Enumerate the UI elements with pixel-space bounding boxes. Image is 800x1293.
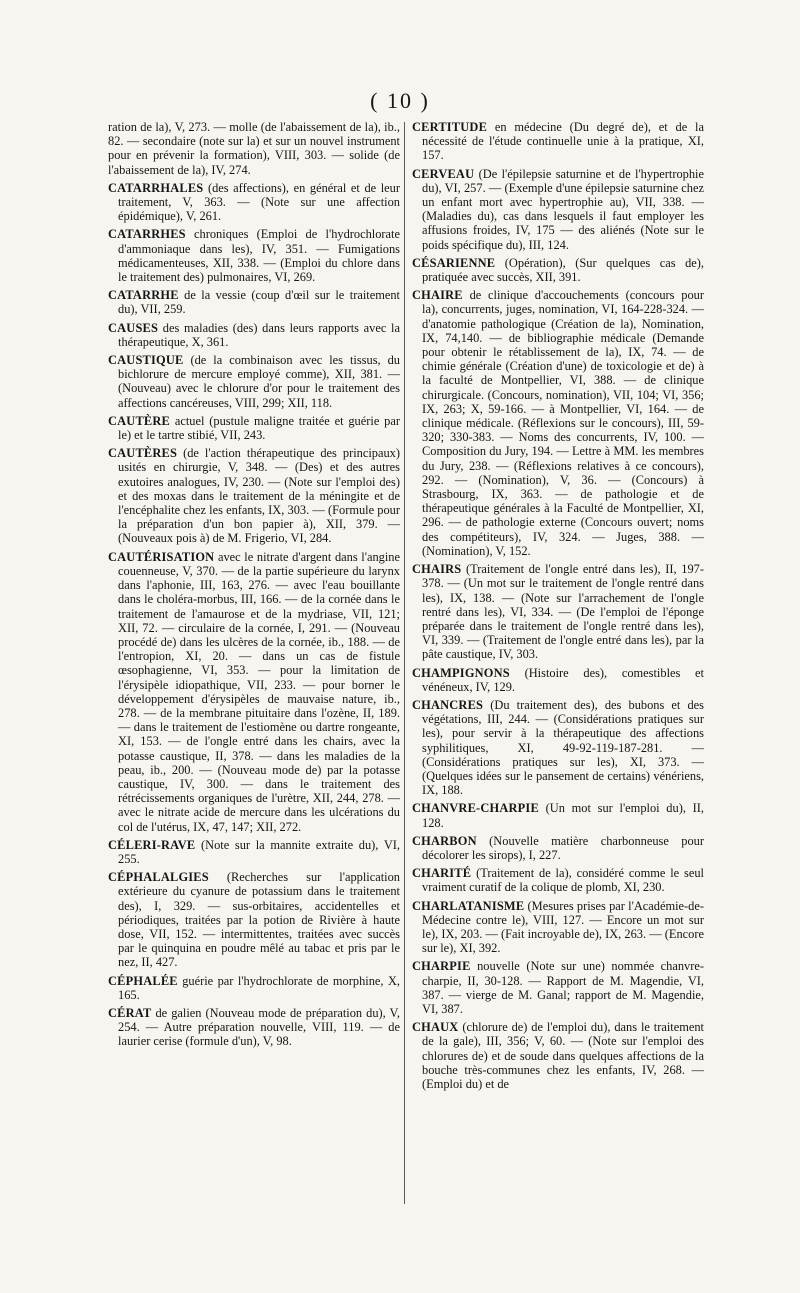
entry-text: nouvelle (Note sur une) nommée chanvre-charpie, II, 30-128. — Rapport de M. Magendie, VI, 387. — vierge de M. Ganal; rapport de M. Magendie, VI, 387.	[422, 959, 704, 1016]
index-entry	[412, 288, 704, 558]
entry-text: (de l'action thérapeutique des principaux) usités en chirurgie, V, 348. — (Des) et des autres exutoires analogues, IV, 230. — (Note sur l'emploi des) et des moxas dans le traitement de la méningite et de l'encéphalite chez les enfants, IX, 303. — (Formule pour la préparation d'un bon papier à), XII, 379. — (Nouveaux pois à) de M. Frigerio, VI, 284.	[118, 446, 400, 546]
index-entry	[108, 353, 400, 410]
entry-text: de la vessie (coup d'œil sur le traitement du), VII, 259.	[118, 288, 400, 317]
entry-text: guérie par l'hydrochlorate de morphine, X, 165.	[118, 973, 400, 1002]
entry-text: (chlorure de) de l'emploi du), dans le traitement de la gale), III, 356; V, 60. — (Note sur l'emploi des chlorures de) et de soude dans quelques affections de la bouche très-communes chez les enfants, IV, 268. — (Emploi du) et de	[422, 1020, 704, 1091]
column-divider	[404, 122, 405, 1204]
entry-headword: CÉLERI-RAVE	[108, 837, 196, 852]
entry-headword: CHANVRE-CHARPIE	[412, 801, 539, 816]
index-entry	[108, 120, 400, 177]
entry-headword: CERVEAU	[412, 166, 475, 181]
entry-text: ration de la), V, 273. — molle (de l'abaissement de la), ib., 82. — secondaire (note sur la) et sur un nouvel instrument pour en prévenir la formation), VIII, 303. — solide (de l'abaissement de la), IV, 274.	[108, 120, 400, 177]
entry-headword: CHARITÉ	[412, 866, 472, 881]
entry-headword: CÉPHALÉE	[108, 973, 178, 988]
index-entry	[108, 321, 400, 349]
entry-text: (Histoire des), comestibles et vénéneux, IV, 129.	[422, 665, 704, 694]
entry-headword: CHARPIE	[412, 959, 471, 974]
index-entry	[108, 974, 400, 1002]
entry-headword: CHANCRES	[412, 697, 484, 712]
entry-text: (Nouvelle matière charbonneuse pour décolorer les sirops), I, 227.	[422, 833, 704, 862]
entry-headword: CATARRHES	[108, 227, 186, 242]
index-entry	[412, 866, 704, 894]
entry-text: (Mesures prises par l'Académie-de-Médecine contre le), VIII, 127. — Encore un mot sur le), IX, 203. — (Fait incroyable de), IX, 263. — (Encore sur le), XI, 392.	[422, 898, 704, 956]
entry-headword: CHAIRE	[412, 288, 463, 303]
index-entry	[412, 562, 704, 661]
entry-text: de galien (Nouveau mode de préparation du), V, 254. — Autre préparation nouvelle, VIII, 119. — de laurier cerise (formule d'un), V, 98.	[118, 1005, 400, 1049]
entry-text: chroniques (Emploi de l'hydrochlorate d'ammoniaque dans les), IV, 351. — Fumigations médicamenteuses, XII, 338. — (Emploi du chlore dans le traitement des) pulmonaires, VI, 269.	[118, 227, 400, 285]
entry-text: (Traitement de la), considéré comme le seul vraiment curatif de la colique de plomb, XI, 230.	[422, 866, 704, 895]
entry-headword: CAUSES	[108, 320, 159, 335]
index-entry	[108, 414, 400, 442]
entry-headword: CHAIRS	[412, 562, 462, 577]
entry-text: (Un mot sur l'emploi du), II, 128.	[422, 801, 704, 830]
entry-text: de clinique d'accouchements (concours pour la), concurrents, juges, nomination, VI, 164-228-324. — d'anatomie pathologique (Création de la), Nomination, IX, 74,140. — de bibliographie médicale (Demande pour obtenir le rétablissement de la), IX, 74. — de chimie générale (Création d'une) de toxicologie et de) à la faculté de Montpellier, VI, 388. — de clinique chirurgicale. (Concours, nomination), VII, 104; VI, 356; IX, 263; X, 59-166. — à Montpellier, VI, 164. — de clinique médicale. (Réflexions sur le concours), III, 59-320; 330-383. — Noms des concurrents, IV, 100. — Composition du Jury, 194. — Lettre à MM. les membres du Jury, 238. — (Réflexions relatives à ce concours), 292. — (Nomination), V, 36. — (Concours) à Strasbourg, IX, 363. — de pathologie et de thérapeutique générales à la Faculté de Montpellier, XI, 296. — de pathologie externe (Concours ouvert; noms des compétiteurs), IV, 324. — Juges, 388. — (Nomination), V, 152.	[422, 288, 704, 558]
entry-text: (De l'épilepsie saturnine et de l'hypertrophie du), VI, 257. — (Exemple d'une épilepsie saturnine chez un enfant mort avec hypertrophie au), VII, 338. — (Maladies du), cas dans lesquels il faut employer les affusions froides, IV, 175 — des aliénés (Note sur le poids spécifique du), III, 124.	[422, 166, 704, 252]
index-entry	[108, 838, 400, 866]
entry-text: avec le nitrate d'argent dans l'angine couenneuse, V, 370. — de la partie supérieure du larynx dans l'aphonie, III, 163, 276. — avec l'eau bouillante dans le choléra-morbus, III, 166. — de la cornée dans le traitement de l'amaurose et de la mydriase, VII, 121; XII, 72. — circulaire de la cornée, I, 291. — (Nouveau procédé de) dans les ulcères de la cornée, ib., 188. — de l'entropion, XI, 20. — dans un cas de fistule œsophagienne, VI, 353. — pour la limitation de l'érysipèle idiopathique, VII, 233. — pour borner le développement d'érysipèles de mauvaise nature, ib., 278. — de la membrane pituitaire dans l'ozène, II, 189. — dans le traitement de l'estiomène ou dartre rongeante, XI, 153. — de l'ongle entré dans les chairs, avec la potasse caustique, II, 378. — dans les maladies de la peau, ib., 200. — (Nouveau mode de) par la potasse caustique, IV, 300. — dans le traitement des rétrécissements organiques de l'urètre, XII, 244, 278. — avec le nitrate acide de mercure dans les ulcérations du col de l'utérus, IX, 47, 147; XII, 272.	[118, 549, 400, 834]
index-entry	[412, 1020, 704, 1091]
entry-headword: CHAUX	[412, 1020, 459, 1035]
entry-headword: CAUSTIQUE	[108, 353, 184, 368]
index-entry	[412, 698, 704, 797]
index-entry	[108, 181, 400, 224]
entry-text: (Note sur la mannite extraite du), VI, 255.	[118, 837, 400, 866]
entry-headword: CAUTÈRE	[108, 413, 170, 428]
entry-headword: CATARRHE	[108, 288, 179, 303]
index-entry	[108, 550, 400, 834]
entry-headword: CHAMPIGNONS	[412, 665, 510, 680]
index-entry	[412, 959, 704, 1016]
entry-text: (de la combinaison avec les tissus, du bichlorure de mercure employé comme), XII, 381. — (Nouveau) avec le chlorure d'or pour le traitement des affections cancéreuses, VIII, 299; XII, 118.	[118, 353, 400, 410]
entry-text: des maladies (des) dans leurs rapports avec la thérapeutique, X, 361.	[118, 320, 400, 349]
entry-text: actuel (pustule maligne traitée et guérie par le) et le tartre stibié, VII, 243.	[118, 413, 400, 443]
entry-text: (des affections), en général et de leur traitement, V, 363. — (Note sur une affection épidémique), V, 261.	[118, 180, 400, 224]
index-entry	[108, 227, 400, 284]
index-entry	[412, 666, 704, 694]
right-column	[412, 120, 704, 1095]
entry-text: (Opération), (Sur quelques cas de), pratiquée avec succès, XII, 391.	[422, 255, 704, 285]
entry-headword: CERTITUDE	[412, 120, 488, 134]
index-entry	[412, 256, 704, 284]
left-column	[108, 120, 400, 1053]
index-entry	[412, 167, 704, 252]
entry-headword: CATARRHALES	[108, 180, 204, 195]
entry-headword: CAUTÈRES	[108, 446, 178, 461]
entry-text: en médecine (Du degré de), et de la nécessité de l'étude continuelle unie à la pratique, XI, 157.	[422, 120, 704, 163]
entry-text: (Du traitement des), des bubons et des végétations, III, 244. — (Considérations pratiques sur les), pour servir à la thérapeutique des affections syphilitiques, XI, 49-92-119-187-281. — (Considérations pratiques sur les), XI, 373. — (Quelques idées sur le pansement de certains) vénériens, IX, 188.	[422, 697, 704, 798]
entry-headword: CÉPHALALGIES	[108, 870, 209, 885]
page-number: ( 10 )	[370, 88, 430, 113]
entry-text: (Recherches sur l'application extérieure du cyanure de potassium dans le traitement des), I, 329. — sus-orbitaires, accidentelles et périodiques, traitées par la potion de Rivière à haute dose, VII, 152. — intermittentes, traitées avec succès par le quinquina en poudre mêlé au tabac et pris par le nez, II, 427.	[118, 870, 400, 970]
index-entry	[108, 870, 400, 969]
entry-headword: CHARLATANISME	[412, 898, 525, 913]
index-entry	[108, 288, 400, 316]
entry-headword: CÉRAT	[108, 1005, 152, 1020]
index-entry	[412, 834, 704, 862]
index-entry	[412, 801, 704, 829]
entry-text: (Traitement de l'ongle entré dans les), II, 197-378. — (Un mot sur le traitement de l'ongle rentré dans les), IX, 138. — (Note sur l'arrachement de l'ongle rentré dans les), VI, 334. — (De l'emploi de l'éponge préparée dans le traitement de l'ongle rentré dans les), VI, 339. — (Traitement de l'ongle entré dans les), par la pâte caustique, IV, 303.	[422, 562, 704, 662]
index-entry	[412, 120, 704, 163]
index-entry	[108, 446, 400, 545]
entry-headword: CÉSARIENNE	[412, 255, 496, 270]
index-entry	[412, 899, 704, 956]
entry-headword: CHARBON	[412, 833, 477, 848]
entry-headword: CAUTÉRISATION	[108, 549, 215, 564]
index-entry	[108, 1006, 400, 1049]
